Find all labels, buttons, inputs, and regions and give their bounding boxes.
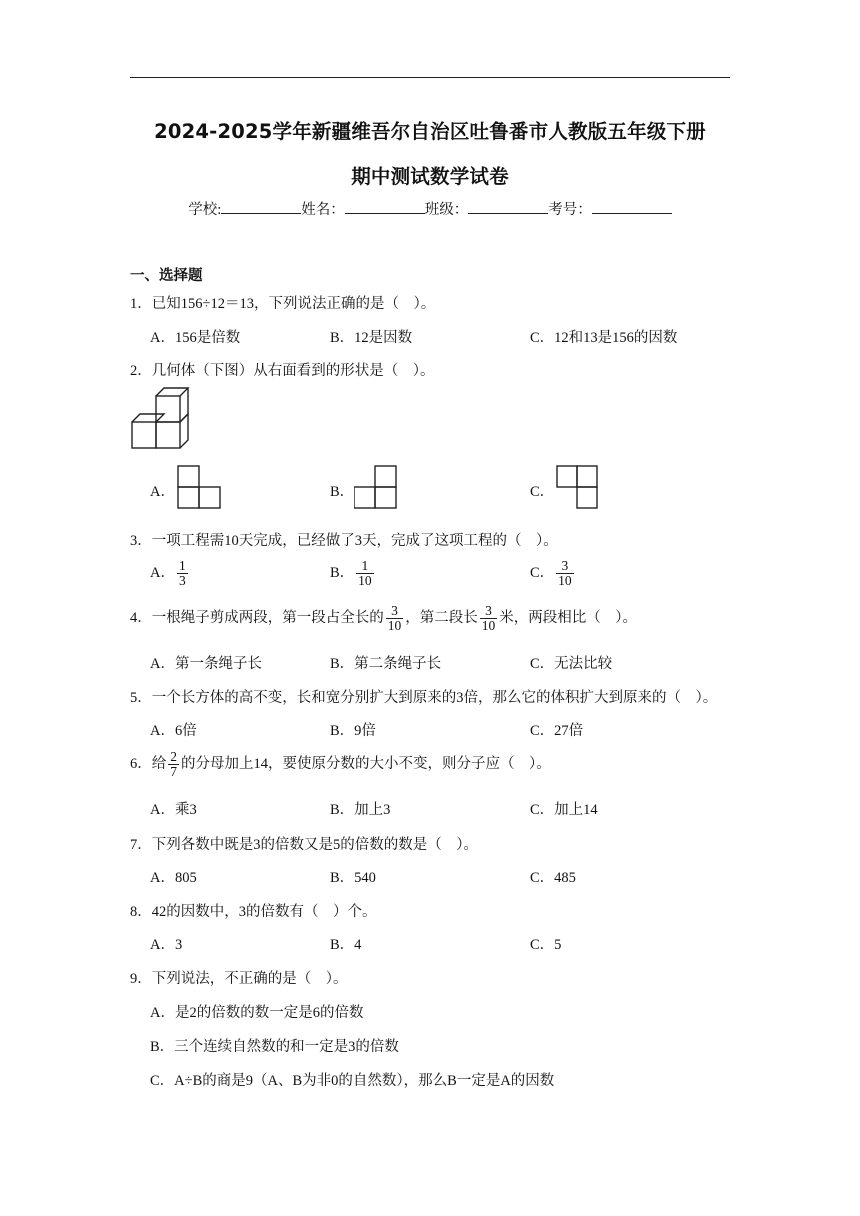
question-2-stem: 2．几何体（下图）从右面看到的形状是（ ）。	[130, 363, 435, 379]
question-7-option-c[interactable]: C．485	[530, 870, 576, 886]
question-4-option-c[interactable]: C．无法比较	[530, 656, 613, 672]
question-8-option-c[interactable]: C．5	[530, 937, 562, 953]
question-5-option-b[interactable]: B．9倍	[330, 723, 376, 739]
question-5-option-c[interactable]: C．27倍	[530, 723, 584, 739]
question-3-option-a[interactable]	[150, 559, 190, 588]
page-title-line2: 期中测试数学试卷	[351, 165, 509, 188]
fraction: $\frac{3}{10}$	[481, 603, 496, 634]
name-label: 姓名：	[301, 202, 345, 218]
option-c-shape	[556, 465, 602, 511]
question-6-option-a[interactable]: A．乘3	[150, 802, 197, 818]
fraction: $\frac{3}{10}$	[387, 603, 402, 634]
question-3-option-b[interactable]	[330, 559, 376, 588]
option-letter: C．	[530, 565, 555, 581]
school-label: 学校:	[188, 202, 222, 218]
question-3-stem: 3．一项工程需10天完成，已经做了3天，完成了这项工程的（ ）。	[130, 533, 558, 549]
question-6-option-b[interactable]: B．加上3	[330, 802, 391, 818]
option-a-shape	[177, 465, 223, 511]
question-9-option-c[interactable]: C．A÷B的商是9（A、B为非0的自然数），那么B一定是A的因数	[150, 1073, 555, 1089]
class-label: 班级：	[424, 202, 469, 218]
question-7-option-a[interactable]: A．805	[150, 870, 197, 886]
fraction: $\frac{1}{10}$	[358, 558, 372, 589]
class-blank[interactable]	[468, 201, 548, 214]
question-1-option-c[interactable]: C．12和13是156的因数	[530, 330, 678, 346]
question-6-option-c[interactable]: C．加上14	[530, 802, 598, 818]
question-1-option-b[interactable]: B．12是因数	[330, 330, 413, 346]
question-5-option-a[interactable]: A．6倍	[150, 723, 197, 739]
question-2-option-b[interactable]: B．	[330, 484, 355, 500]
student-info-line	[0, 198, 860, 219]
question-1-stem: 1．已知156÷12＝13，下列说法正确的是（ ）。	[130, 296, 436, 312]
question-7-stem: 7．下列各数中既是3的倍数又是5的倍数的数是（ ）。	[130, 837, 478, 853]
question-5-stem: 5．一个长方体的高不变，长和宽分别扩大到原来的3倍，那么它的体积扩大到原来的（ ）。	[130, 690, 718, 706]
header-rule	[130, 77, 730, 78]
option-letter: B．	[330, 565, 355, 581]
fraction: $\frac{3}{10}$	[558, 558, 572, 589]
question-4-stem: 4．一根绳子剪成两段，第一段占全长的 $\frac{3}{10}$ ，第二段长 $\frac{3}{10}$ 米，两段相比（ ）。	[130, 603, 637, 634]
question-8-stem: 8．42的因数中，3的倍数有（ ）个。	[130, 904, 377, 920]
question-8-option-a[interactable]: A．3	[150, 937, 183, 953]
question-3-option-c[interactable]	[530, 559, 576, 588]
section-title: 一、选择题	[130, 268, 203, 284]
fraction: $\frac{1}{3}$	[178, 558, 186, 589]
question-2-option-c[interactable]: C．	[530, 484, 555, 500]
question-9-stem: 9．下列说法，不正确的是（ ）。	[130, 971, 348, 987]
question-6-stem: 6．给 $\frac{2}{7}$ 的分母加上14，要使原分数的大小不变，则分子应（ ）。	[130, 749, 551, 780]
option-b-shape	[354, 465, 400, 511]
question-4-option-b[interactable]: B．第二条绳子长	[330, 656, 442, 672]
question-9-option-a[interactable]: A．是2的倍数的数一定是6的倍数	[150, 1005, 364, 1021]
fraction: $\frac{2}{7}$	[170, 749, 177, 780]
solid-figure-diagram	[130, 386, 194, 452]
page-title-line1: 2024-2025学年新疆维吾尔自治区吐鲁番市人教版五年级下册	[154, 120, 706, 143]
exam-no-blank[interactable]	[592, 201, 672, 214]
name-blank[interactable]	[345, 201, 425, 214]
question-7-option-b[interactable]: B．540	[330, 870, 376, 886]
exam-no-label: 考号：	[548, 202, 592, 218]
question-9-option-b[interactable]: B．三个连续自然数的和一定是3的倍数	[150, 1039, 399, 1055]
question-8-option-b[interactable]: B．4	[330, 937, 362, 953]
question-2-option-a[interactable]: A．	[150, 484, 175, 500]
question-4-option-a[interactable]: A．第一条绳子长	[150, 656, 262, 672]
question-1-option-a[interactable]: A．156是倍数	[150, 330, 241, 346]
school-blank[interactable]	[221, 201, 301, 214]
option-letter: A．	[150, 565, 175, 581]
